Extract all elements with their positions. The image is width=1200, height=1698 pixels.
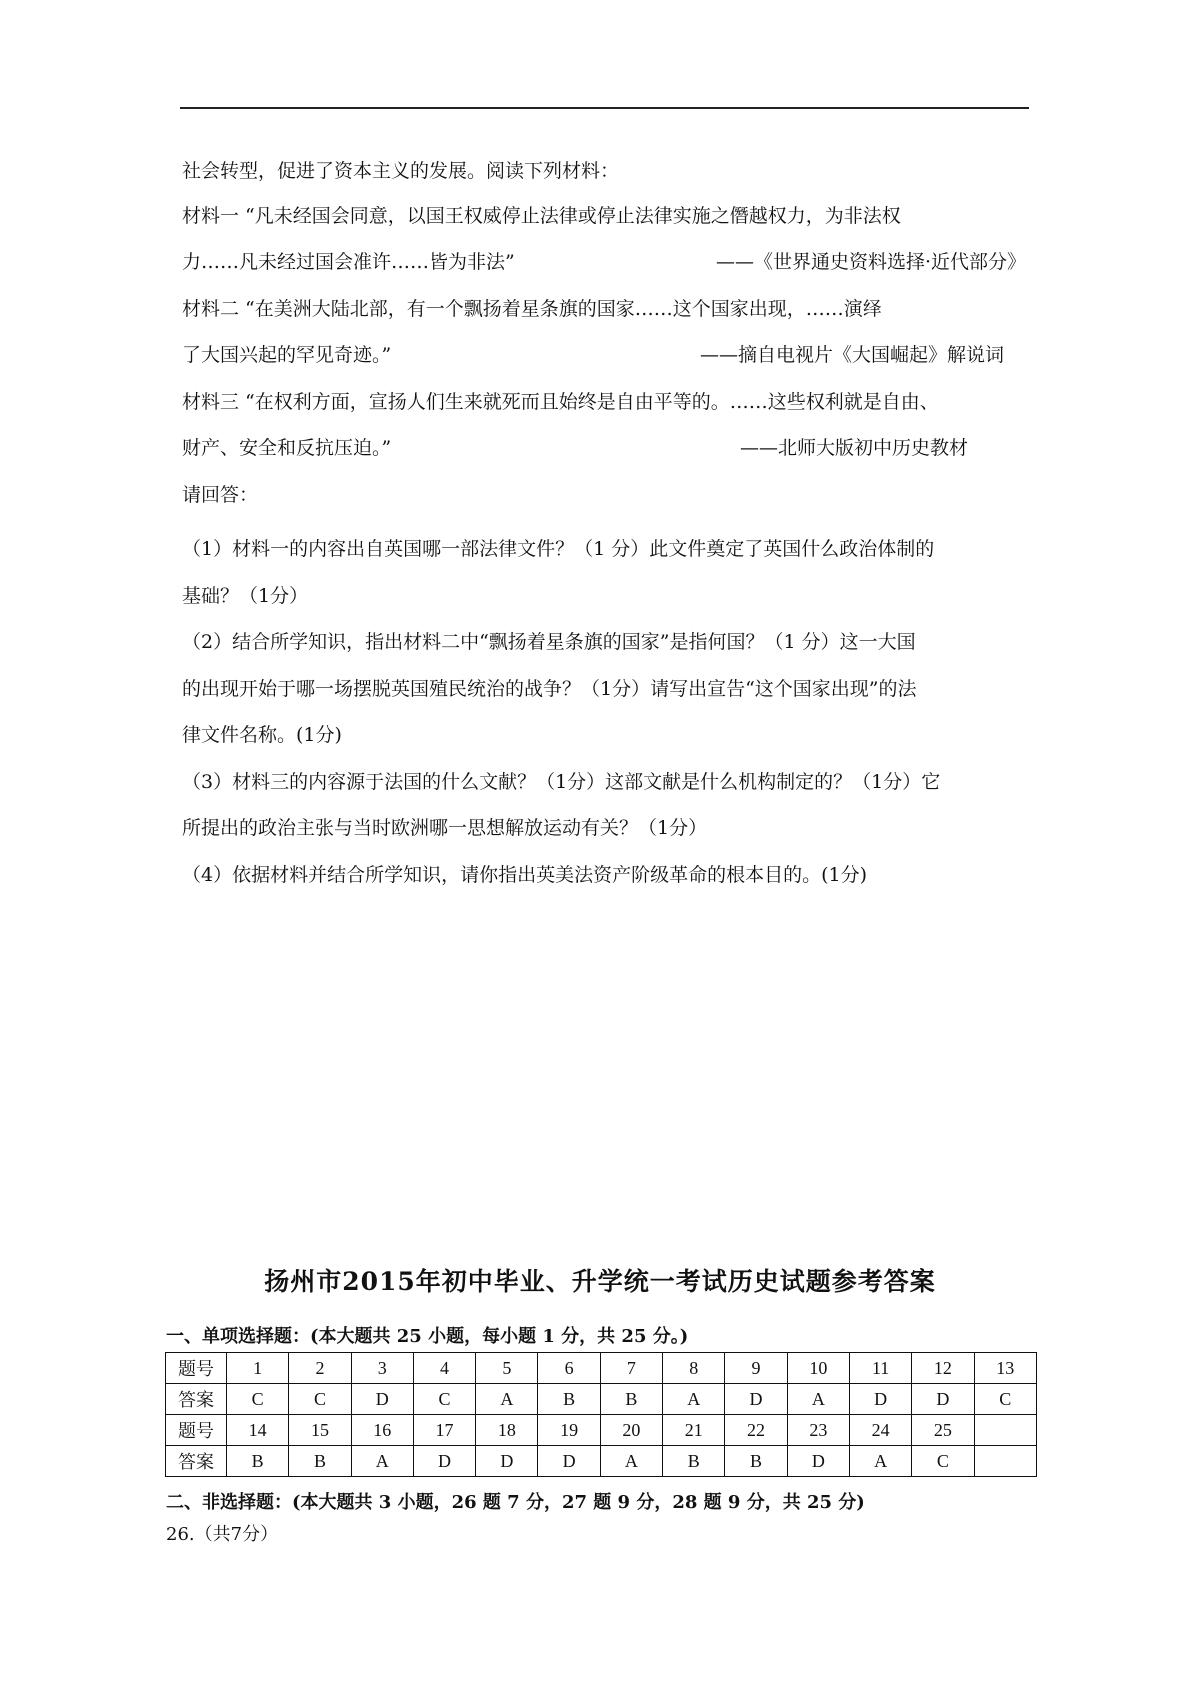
question-number: 17	[413, 1415, 475, 1446]
answer-cell: C	[413, 1384, 475, 1415]
question-number: 16	[351, 1415, 413, 1446]
question-number: 6	[538, 1353, 600, 1384]
answer-cell: B	[289, 1446, 351, 1477]
answer-cell: D	[725, 1384, 787, 1415]
table-row	[166, 1353, 1037, 1384]
question-1-line-1: （1）材料一的内容出自英国哪一部法律文件？（1 分）此文件奠定了英国什么政治体制的	[182, 538, 935, 560]
answer-cell	[974, 1446, 1036, 1477]
answer-cell: C	[289, 1384, 351, 1415]
answer-key-title: 扬州市2015年初中毕业、升学统一考试历史试题参考答案	[264, 1267, 936, 1296]
answer-cell: D	[787, 1446, 849, 1477]
answer-cell: D	[476, 1446, 538, 1477]
question-number: 15	[289, 1415, 351, 1446]
question-number	[974, 1415, 1036, 1446]
question-number: 3	[351, 1353, 413, 1384]
section-2-heading: 二、非选择题：(本大题共 3 小题，26 题 7 分，27 题 9 分，28 题 9 分，共 25 分)	[166, 1492, 865, 1513]
answer-cell: D	[912, 1384, 974, 1415]
answer-table	[165, 1352, 1037, 1477]
question-number: 12	[912, 1353, 974, 1384]
question-2-line-2: 的出现开始于哪一场摆脱英国殖民统治的战争？（1分）请写出宣告“这个国家出现”的法	[182, 678, 917, 700]
answer-cell: A	[849, 1446, 911, 1477]
table-row	[166, 1415, 1037, 1446]
question-number: 23	[787, 1415, 849, 1446]
question-number: 14	[227, 1415, 289, 1446]
question-number: 7	[600, 1353, 662, 1384]
question-number: 5	[476, 1353, 538, 1384]
question-number: 21	[663, 1415, 725, 1446]
row-label: 答案	[166, 1384, 227, 1415]
material-1-source: ——《世界通史资料选择·近代部分》	[716, 251, 1027, 273]
question-number: 1	[227, 1353, 289, 1384]
answer-cell: A	[663, 1384, 725, 1415]
material-1-line-1: 材料一 “凡未经国会同意，以国王权威停止法律或停止法律实施之僭越权力，为非法权	[182, 205, 901, 227]
question-number: 24	[849, 1415, 911, 1446]
answer-cell: C	[912, 1446, 974, 1477]
answer-cell: B	[600, 1384, 662, 1415]
question-number: 8	[663, 1353, 725, 1384]
question-4: （4）依据材料并结合所学知识，请你指出英美法资产阶级革命的根本目的。(1分)	[182, 864, 868, 886]
material-3-line-1: 材料三 “在权利方面，宣扬人们生来就死而且始终是自由平等的。……这些权利就是自由、	[182, 391, 939, 413]
answer-cell: A	[351, 1446, 413, 1477]
question-2-line-1: （2）结合所学知识，指出材料二中“飘扬着星条旗的国家”是指何国？（1 分）这一大国	[182, 631, 916, 653]
answer-cell: C	[227, 1384, 289, 1415]
section-1-heading: 一、单项选择题：(本大题共 25 小题，每小题 1 分，共 25 分。)	[166, 1326, 689, 1347]
question-number: 2	[289, 1353, 351, 1384]
question-number: 25	[912, 1415, 974, 1446]
material-1-line-2: 力……凡未经过国会准许……皆为非法”	[182, 251, 515, 273]
question-number: 13	[974, 1353, 1036, 1384]
answer-cell: B	[538, 1384, 600, 1415]
table-row	[166, 1384, 1037, 1415]
material-3-source: ——北师大版初中历史教材	[740, 437, 969, 459]
material-3-line-2: 财产、安全和反抗压迫。”	[182, 437, 392, 459]
answer-cell: D	[413, 1446, 475, 1477]
question-1-line-2: 基础？（1分）	[182, 585, 309, 607]
question-3-line-1: （3）材料三的内容源于法国的什么文献？（1分）这部文献是什么机构制定的？（1分）它	[182, 771, 941, 793]
question-3-line-2: 所提出的政治主张与当时欧洲哪一思想解放运动有关？（1分）	[182, 817, 708, 839]
answer-cell: B	[227, 1446, 289, 1477]
material-2-source: ——摘自电视片《大国崛起》解说词	[700, 344, 1005, 366]
question-2-line-3: 律文件名称。(1分)	[182, 724, 342, 746]
answer-cell: D	[351, 1384, 413, 1415]
answer-cell: B	[663, 1446, 725, 1477]
answer-cell: D	[849, 1384, 911, 1415]
question-number: 19	[538, 1415, 600, 1446]
material-2-line-2: 了大国兴起的罕见奇迹。”	[182, 344, 392, 366]
answer-cell: A	[600, 1446, 662, 1477]
answer-prompt: 请回答：	[182, 484, 259, 506]
answer-cell: D	[538, 1446, 600, 1477]
question-number: 20	[600, 1415, 662, 1446]
question-number: 9	[725, 1353, 787, 1384]
question-number: 11	[849, 1353, 911, 1384]
answer-cell: A	[787, 1384, 849, 1415]
question-number: 18	[476, 1415, 538, 1446]
answer-cell: A	[476, 1384, 538, 1415]
row-label: 答案	[166, 1446, 227, 1477]
answer-cell: C	[974, 1384, 1036, 1415]
question-number: 10	[787, 1353, 849, 1384]
question-number: 4	[413, 1353, 475, 1384]
row-label: 题号	[166, 1353, 227, 1384]
material-2-line-1: 材料二 “在美洲大陆北部，有一个飘扬着星条旗的国家……这个国家出现，……演绎	[182, 298, 882, 320]
answer-cell: B	[725, 1446, 787, 1477]
table-row	[166, 1446, 1037, 1477]
intro-text: 社会转型，促进了资本主义的发展。阅读下列材料：	[182, 160, 620, 182]
header-rule	[180, 107, 1029, 109]
row-label: 题号	[166, 1415, 227, 1446]
question-number: 22	[725, 1415, 787, 1446]
question-26-label: 26.（共7分）	[166, 1524, 279, 1545]
